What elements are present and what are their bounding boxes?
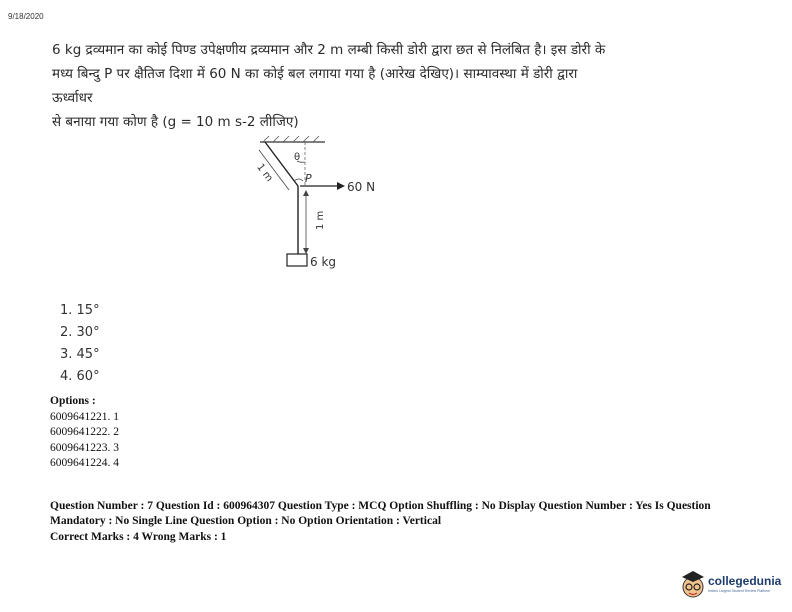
marks-info: Correct Marks : 4 Wrong Marks : 1 xyxy=(50,531,227,543)
upper-length-label: 1 m xyxy=(254,161,275,185)
option-id-2: 6009641222. 2 xyxy=(50,426,119,438)
option-id-4: 6009641224. 4 xyxy=(50,457,119,469)
choice-1: 1. 15° xyxy=(60,303,100,318)
logo-tagline: India's Largest Student Review Platform xyxy=(708,589,771,593)
question-line-1: 6 kg द्रव्यमान का कोई पिण्ड उपेक्षणीय द्रव्यमान और 2 m लम्बी किसी डोरी द्वारा छत से निलंबित है। इस डोरी के xyxy=(52,42,606,58)
option-id-1: 6009641221. 1 xyxy=(50,410,119,423)
logo-mascot-icon xyxy=(680,570,706,600)
lower-dimension-arrow-bottom xyxy=(303,248,309,254)
answer-choices xyxy=(60,300,100,388)
question-line-2: मध्य बिन्दु P पर क्षैतिज दिशा में 60 N का कोई बल लगाया गया है (आरेख देखिए)। साम्यावस्था में डोरी द्वारा ऊर्ध्वाधर xyxy=(52,66,578,106)
logo-name: collegedunia xyxy=(708,574,782,588)
lower-length-label: 1 m xyxy=(315,210,326,230)
force-arrowhead xyxy=(337,182,345,190)
print-date: 9/18/2020 xyxy=(8,12,44,21)
choice-2: 2. 30° xyxy=(60,325,100,340)
question-metadata xyxy=(50,499,760,528)
point-p-arc xyxy=(294,179,303,181)
theta-label: θ xyxy=(294,152,301,163)
mass-block xyxy=(287,254,307,266)
question-line-3: से बनाया गया कोण है (g = 10 m s-2 लीजिए) xyxy=(52,114,299,130)
point-p-label: P xyxy=(305,172,312,185)
choice-3: 3. 45° xyxy=(60,347,100,362)
diagram-svg xyxy=(245,130,405,280)
option-id-3: 6009641223. 3 xyxy=(50,441,119,454)
metadata-line-1: Question Number : 7 Question Id : 600964307 Question Type : MCQ Option Shuffling : No Display Question Number : Yes Is Question xyxy=(50,500,711,512)
metadata-line-2: Mandatory : No Single Line Question Option : No Option Orientation : Vertical xyxy=(50,514,442,527)
options-title: Options : xyxy=(50,395,96,407)
options-block xyxy=(50,394,119,472)
collegedunia-logo xyxy=(680,570,785,602)
lower-dimension-arrow-top xyxy=(303,190,309,196)
ceiling-hatch xyxy=(263,136,319,142)
physics-diagram xyxy=(245,130,405,280)
force-label: 60 N xyxy=(347,180,376,194)
mass-label: 6 kg xyxy=(310,255,337,269)
question-text xyxy=(52,38,612,134)
choice-4: 4. 60° xyxy=(60,369,100,384)
